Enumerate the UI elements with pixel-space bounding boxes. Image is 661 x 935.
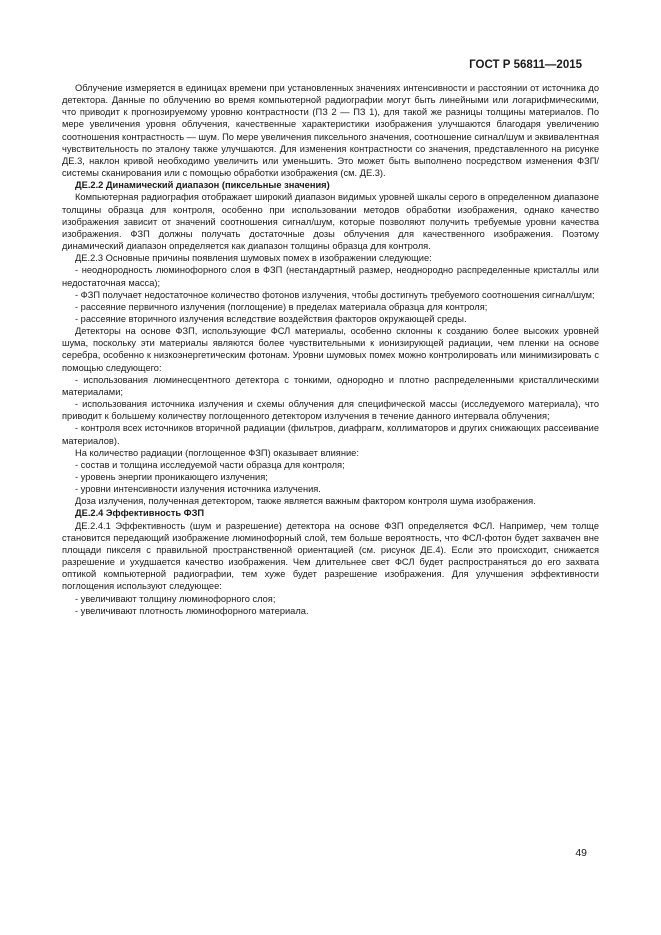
list-item: - контроля всех источников вторичной радиации (фильтров, диафрагм, коллиматоров и других снижающих рассеивание материалов). [62, 423, 599, 446]
document-header: ГОСТ Р 56811—2015 [469, 59, 582, 71]
list-item: - неоднородность люминофорного слоя в ФЗП (нестандартный размер, неоднородно распределенные кристаллы или недостаточная масса); [62, 265, 599, 288]
paragraph: На количество радиации (поглощенное ФЗП) оказывает влияние: [75, 447, 359, 458]
list-item: - использования источника излучения и схемы облучения для специфической массы (исследуемого материала), что приводит к большему количеству поглощенного детектором излучения в течение данного интервала облучения; [62, 399, 599, 422]
page-number: 49 [575, 847, 587, 859]
list-item: - увеличивают плотность люминофорного материала. [75, 605, 309, 616]
list-item: - рассеяние вторичного излучения вследствие воздействия факторов окружающей среды. [75, 313, 467, 324]
section-heading: ДЕ.2.2 Динамический диапазон (пиксельные значения) [75, 180, 330, 191]
list-item: - состав и толщина исследуемой части образца для контроля; [75, 459, 345, 470]
list-item: - рассеяние первичного излучения (поглощение) в пределах материала образца для контроля; [75, 301, 488, 312]
paragraph: ДЕ.2.3 Основные причины появления шумовых помех в изображении следующие: [75, 253, 432, 264]
list-item: - уровень энергии проникающего излучения; [75, 472, 268, 482]
section-heading: ДЕ.2.4 Эффективность ФЗП [75, 508, 205, 519]
paragraph: ДЕ.2.4.1 Эффективность (шум и разрешение) детектора на основе ФЗП определяется ФСЛ. Например, чем толще становится передающий изображение люминофорный слой, тем больше вероятность, что ФСЛ-фотон будет захвачен вне площади пикселя с правильной пространственной ориентацией (см. рисунок ДЕ.4). Если это происходит, снижается разрешение и ухудшается качество изображения. Чем длительнее свет ФСЛ будет распространяться до его захвата оптикой компьютерной радиографии, тем хуже будет разрешение изображения. Для улучшения эффективности поглощения используют следующее: [62, 520, 599, 592]
paragraph: Детекторы на основе ФЗП, использующие ФСЛ материалы, особенно склонны к созданию более высоких уровней шума, поскольку эти материалы являются более чувствительными к ионизирующей радиации, чем пленки на основе серебра, особенно к низкоэнергетическим фотонам. Уровни шумовых помех можно контролировать или минимизировать с помощью следующего: [62, 326, 599, 373]
paragraph: Компьютерная радиография отображает широкий диапазон видимых уровней шкалы серого в определенном диапазоне толщины образца для контроля, особенно при использовании методов обработки изображения, однако качество изображения зависит от значений соотношения сигнал/шум, которые позволяют получить требуемые уровни качества изображения. ФЗП должны получать достаточные дозы облучения для качественного изображения. Поэтому динамический диапазон определяется как диапазон толщины образца для контроля. [62, 192, 599, 252]
paragraph: Облучение измеряется в единицах времени при установленных значениях интенсивности и расстоянии от источника до детектора. Данные по облучению во время компьютерной радиографии могут быть линейными или логарифмическими, что приводит к прогнозируемому уровню контрастности (ПЗ 2 — ПЗ 1), для такой же разницы толщины материалов. По мере увеличения уровня облучения, качественные характеристики изображения улучшаются благодаря увеличению соотношения контрастность — шум. По мере увеличения пиксельного значения, соотношение сигнал/шум и эквивалентная чувствительность по эталону также улучшаются. Для изменения контрастности со значения, представленного на рисунке ДЕ.3, наклон кривой необходимо увеличить или уменьшить. Это может быть выполнено посредством изменения ФЗП/системы сканирования или с помощью обработки изображения (см. ДЕ.3). [62, 83, 599, 179]
list-item: - уровни интенсивности излучения источника излучения. [75, 484, 321, 495]
list-item: - увеличивают толщину люминофорного слоя; [75, 593, 276, 604]
paragraph: Доза излучения, полученная детектором, также является важным фактором контроля шума изображения. [75, 496, 536, 507]
list-item: - использования люминесцентного детектора с тонкими, однородно и плотно распределенными кристаллическими материалами; [62, 374, 599, 397]
list-item: - ФЗП получает недостаточное количество фотонов излучения, чтобы достигнуть требуемого соотношения сигнал/шум; [75, 289, 595, 300]
document-body [62, 82, 599, 617]
